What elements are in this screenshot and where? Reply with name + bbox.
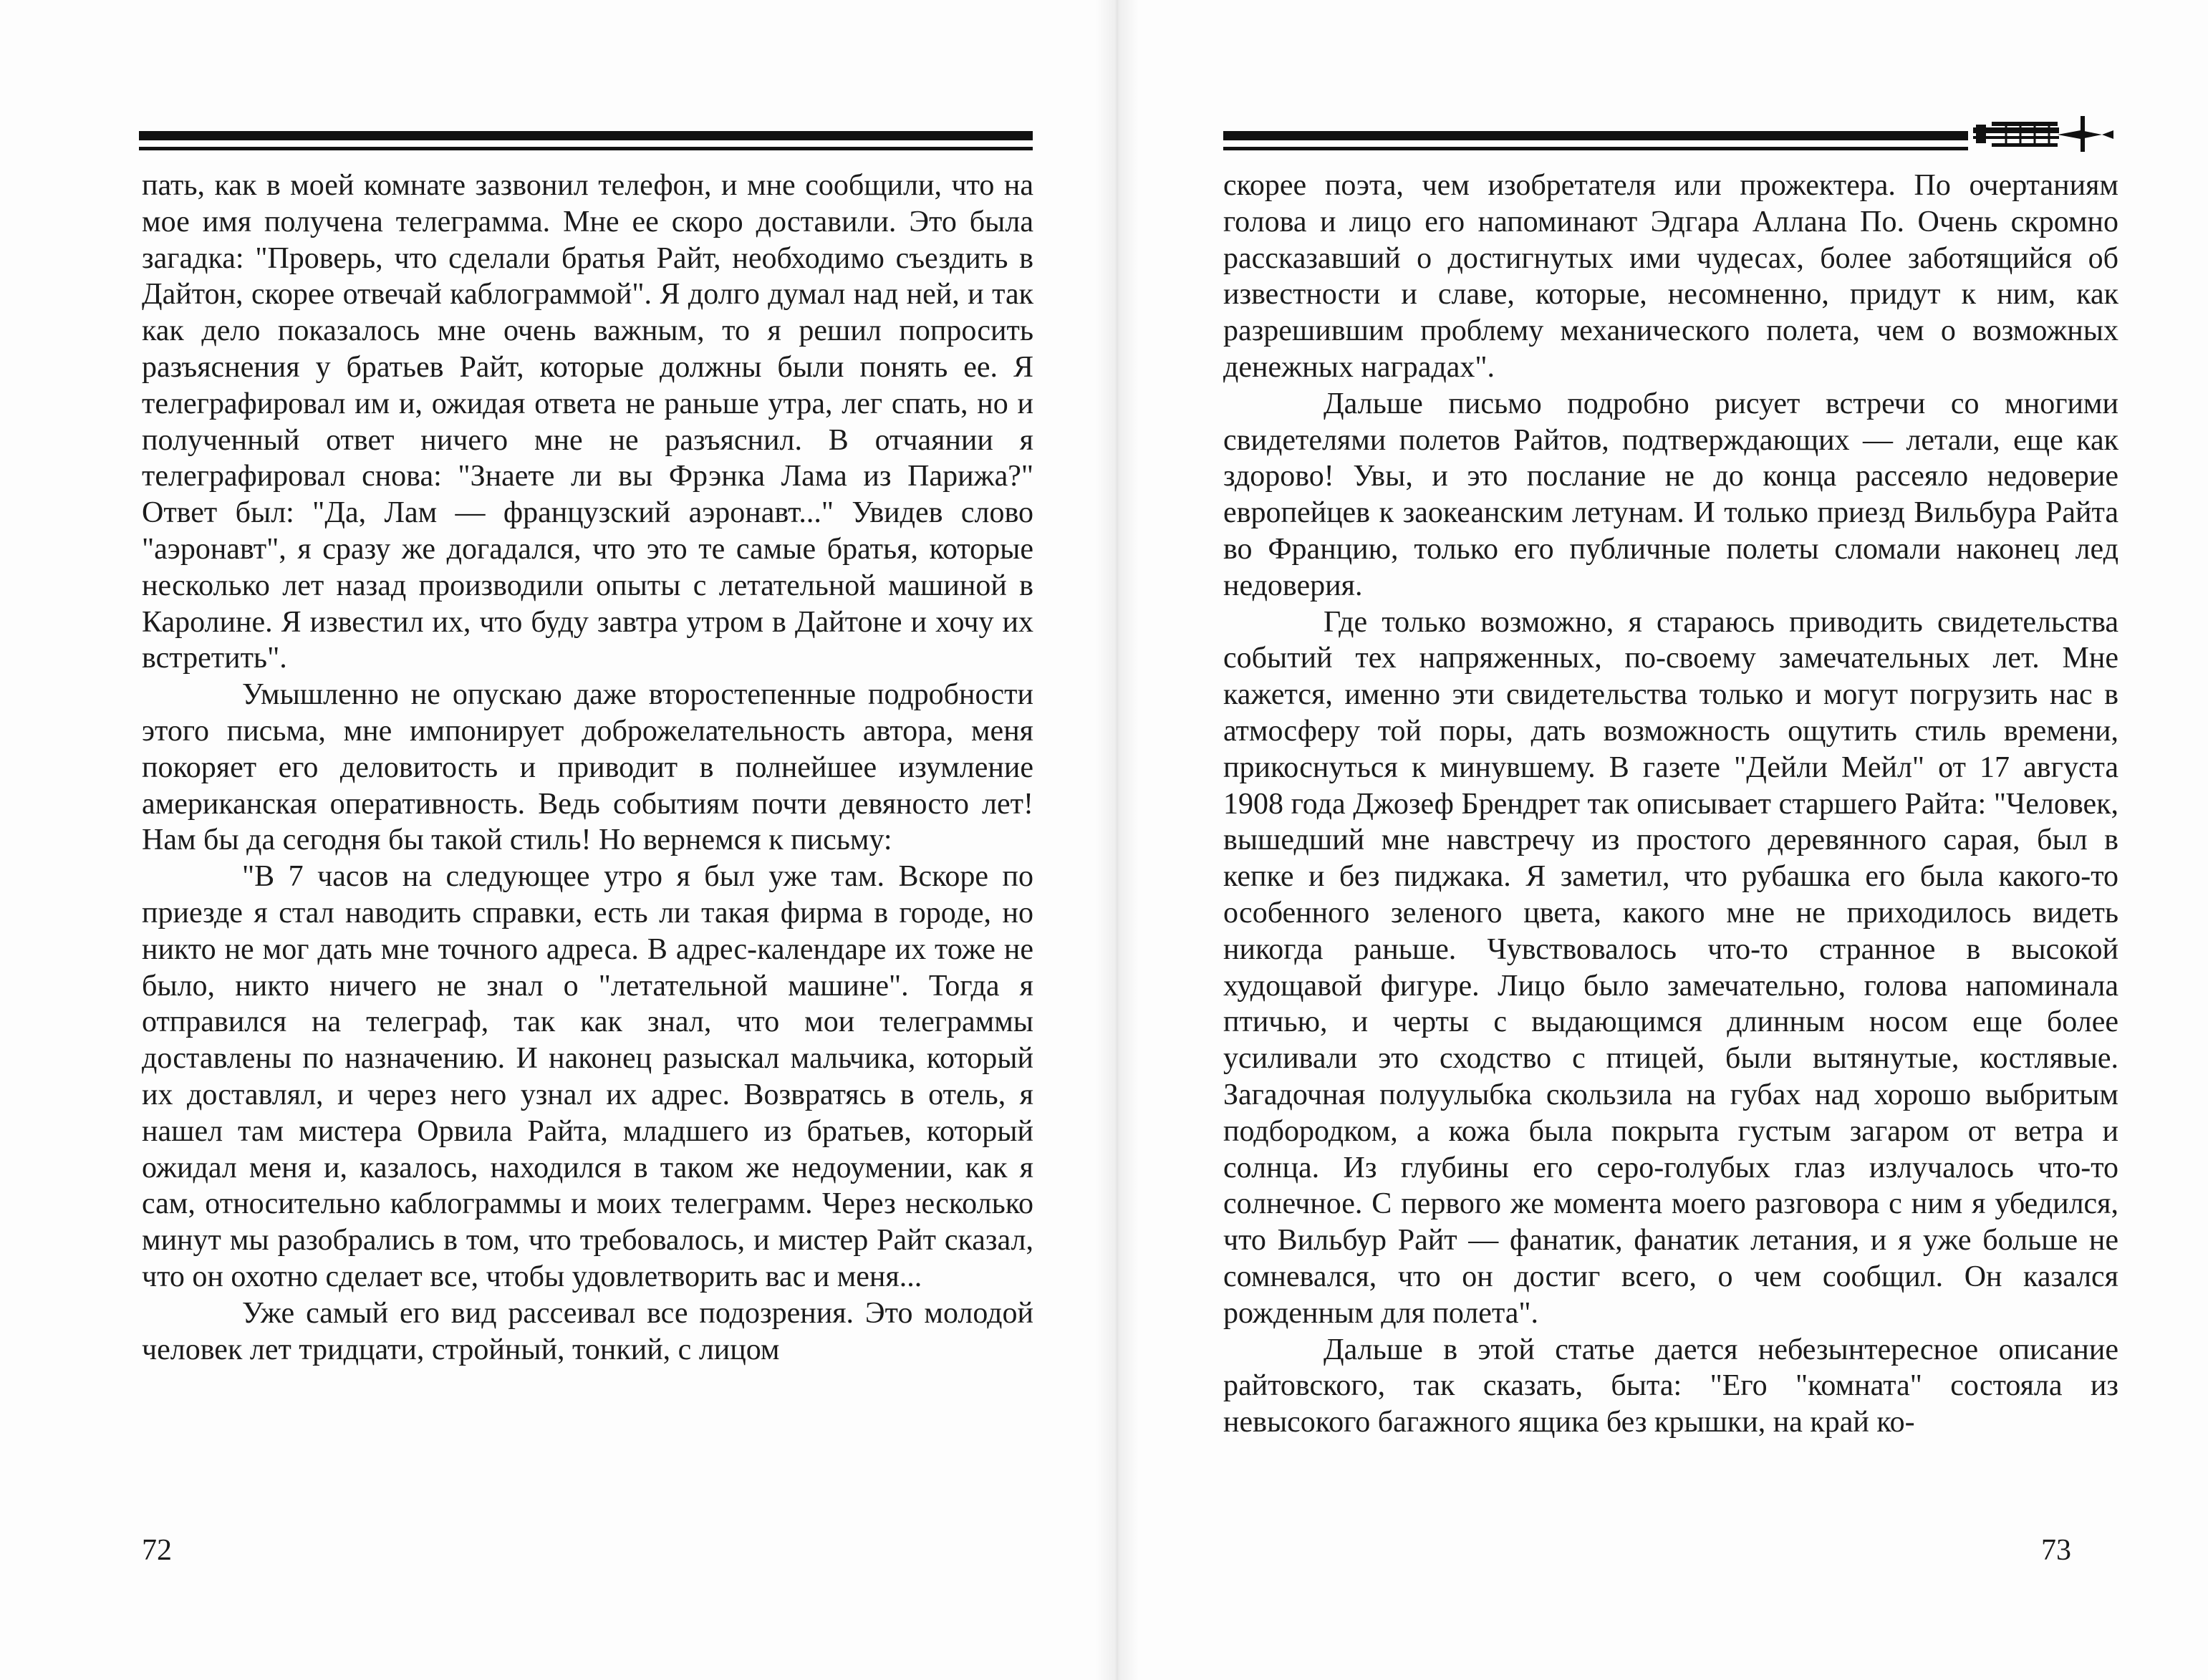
paragraph: Дальше в этой статье дается небезынтересное описание райтовского, так сказать, быта: "Его "комната" состояла из невысокого багажного ящика без крышки, на край ко- xyxy=(1223,1333,2118,1439)
right-page-text xyxy=(1223,168,2118,1441)
right-page xyxy=(1107,0,2208,1680)
page-number: 72 xyxy=(142,1534,172,1567)
paragraph: Дальше письмо подробно рисует встречи со многими свидетелями полетов Райтов, подтверждающих — летали, еще как здорово! Увы, и это послание не до конца рассеяло недоверие европейцев к заокеанским летунам. И только приезд Вильбура Райта во Францию, только его публичные полеты сломали наконец лед недоверия. xyxy=(1223,387,2118,602)
header-rule xyxy=(139,131,1033,151)
header-rule-thin xyxy=(1223,147,1968,150)
header-rule-thin xyxy=(139,147,1033,150)
paragraph: Где только возможно, я стараюсь приводить свидетельства событий тех напряженных, по-своему замечательных лет. Мне кажется, именно эти свидетельства только и могут погрузить нас в атмосферу той поры, дать возможность ощутить стиль времени, прикоснуться к минувшему. В газете "Дейли Мейл" от 17 августа 1908 года Джозеф Брендрет так описывает старшего Райта: "Человек, вышедший мне навстречу из простого деревянного сарая, был в кепке и без пиджака. Я заметил, что рубашка его была какого-то особенного зеленого цвета, какого мне не приходилось видеть никогда раньше. Чувствовалось что-то странное в высокой худощавой фигуре. Лицо было замечательно, голова напоминала птичью, и черты с выдающимся длинным носом еще более усиливали это сходство с птицей, были вытянутые, костлявые. Загадочная полуулыбка скользила на губах над хорошо выбритым подбородком, а кожа была покрыта густым загаром от ветра и солнца. Из глубины его серо-голубых глаз излучалось что-то солнечное. С первого же момента моего разговора с ним я убедился, что Вильбур Райт — фанатик, фанатик летания, и я уже больше не сомневался, что он достиг всего, о чем сообщил. Он казался рожденным для полета". xyxy=(1223,605,2118,1330)
paragraph: Уже самый его вид рассеивал все подозрения. Это молодой человек лет тридцати, стройный, тонкий, с лицом xyxy=(142,1296,1033,1366)
biplane-icon xyxy=(1973,109,2116,159)
left-page-text xyxy=(142,168,1033,1368)
paragraph: пать, как в моей комнате зазвонил телефон, и мне сообщили, что на мое имя получена телеграмма. Мне ее скоро доставили. Это была загадка: "Проверь, что сделали братья Райт, необходимо съездить в Дайтон, скорее отвечай каблограммой". Я долго думал над ней, и так как дело показалось мне очень важным, то я решил попросить разъяснения у братьев Райт, которые должны были понять ее. Я телеграфировал им и, ожидая ответа не раньше утра, лег спать, но и полученный ответ ничего мне не разъяснил. В отчаянии я телеграфировал снова: "Знаете ли вы Фрэнка Лама из Парижа?" Ответ был: "Да, Лам — французский аэронавт..." Увидев слово "аэронавт", я сразу же догадался, что это те самые братья, которые несколько лет назад производили опыты с летательной машиной в Каролине. Я известил их, что буду завтра утром в Дайтоне и хочу их встретить". xyxy=(142,169,1033,675)
page-number: 73 xyxy=(2041,1534,2071,1567)
paragraph: "В 7 часов на следующее утро я был уже там. Вскоре по приезде я стал наводить справки, есть ли такая фирма в городе, но никто не мог дать мне точного адреса. В адрес-календаре их тоже не было, никто ничего не знал о "летательной машине". Тогда я отправился на телеграф, так как знал, что мои телеграммы доставлены по назначению. И наконец разыскал мальчика, который их доставлял, и через него узнал их адрес. Возвратясь в отель, я нашел там мистера Орвила Райта, младшего из братьев, который ожидал меня и, казалось, находился в таком же недоумении, как я сам, относительно каблограммы и моих телеграмм. Через несколько минут мы разобрались в том, что требовалось, и мистер Райт сказал, что он охотно сделает все, чтобы удовлетворить вас и меня... xyxy=(142,860,1033,1293)
header-rule-thick xyxy=(139,131,1033,140)
paragraph: скорее поэта, чем изобретателя или прожектера. По очертаниям голова и лицо его напоминают Эдгара Аллана По. Очень скромно рассказавший о достигнутых ими чудесах, более заботящийся об известности и славе, которые, несомненно, придут к ним, как разрешившим проблему механического полета, чем о возможных денежных наградах". xyxy=(1223,169,2118,384)
header-rule xyxy=(1223,131,1968,151)
paragraph: Умышленно не опускаю даже второстепенные подробности этого письма, мне импонирует доброжелательность автора, меня покоряет его деловитость и приводит в полнейшее изумление американская оперативность. Ведь событиям почти девяносто лет! Нам бы да сегодня бы такой стиль! Но вернемся к письму: xyxy=(142,678,1033,857)
header-rule-thick xyxy=(1223,131,1968,140)
